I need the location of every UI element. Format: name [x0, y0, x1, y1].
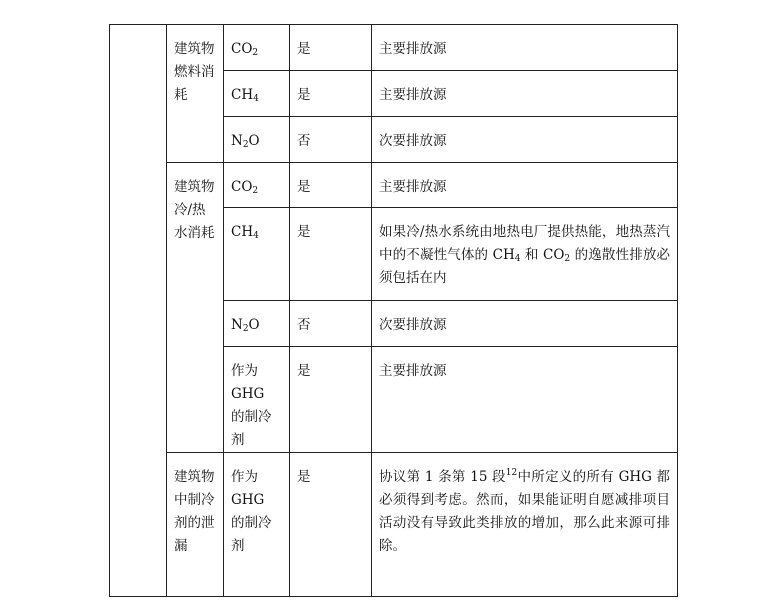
included-cell [290, 453, 372, 597]
gas-subscript: 2 [252, 186, 259, 196]
note-subscript: 2 [564, 254, 571, 264]
gas-cell [224, 208, 290, 301]
note-text: 主要排放源 [379, 179, 447, 195]
note-text: 次要排放源 [379, 133, 447, 149]
table-row [110, 163, 678, 208]
note-cell [372, 163, 678, 208]
included-label: 否 [297, 133, 311, 149]
note-cell [372, 25, 678, 71]
included-label: 是 [297, 41, 311, 57]
included-label: 是 [297, 469, 311, 485]
included-cell [290, 71, 372, 117]
note-text: 协议第 1 条第 15 段 [379, 469, 506, 485]
gas-label: CO [231, 41, 253, 57]
included-cell [290, 117, 372, 163]
gas-label: CH [231, 87, 254, 103]
gas-label: CO [231, 179, 253, 195]
included-label: 是 [297, 363, 311, 379]
note-cell [372, 301, 678, 347]
gas-subscript: 4 [253, 94, 259, 104]
gas-cell [224, 347, 290, 453]
gas-label: N [231, 317, 243, 333]
emission-sources-table [109, 24, 678, 597]
included-cell [290, 347, 372, 453]
gas-subscript: 2 [242, 324, 249, 334]
gas-cell [224, 453, 290, 597]
note-subscript: 4 [514, 254, 521, 264]
included-cell [290, 25, 372, 71]
gas-cell [224, 71, 290, 117]
gas-label: 作为 GHG 的制冷剂 [231, 469, 272, 554]
note-text: 次要排放源 [379, 317, 447, 333]
table-row [110, 453, 678, 597]
gas-cell [224, 163, 290, 208]
table-row [110, 25, 678, 71]
source-cell [167, 163, 224, 453]
note-text: 中所定义的所有 GHG 都必须得到考虑。然而，如果能证明自愿减排项目活动没有导致此类排放的增加，那么此来源可排除。 [379, 469, 670, 554]
gas-label: CH [231, 224, 254, 240]
source-label: 建筑物燃料消耗 [174, 41, 215, 103]
included-cell [290, 208, 372, 301]
note-text: 的逸散性排放必须包括在内 [379, 247, 670, 286]
note-cell [372, 208, 678, 301]
source-cell [167, 25, 224, 163]
note-text: 主要排放源 [379, 87, 447, 103]
gas-cell [224, 301, 290, 347]
gas-subscript: 2 [242, 140, 249, 150]
included-label: 否 [297, 317, 311, 333]
included-label: 是 [297, 224, 311, 240]
source-cell [167, 453, 224, 597]
source-label: 建筑物冷/热 水消耗 [174, 179, 215, 241]
gas-cell [224, 117, 290, 163]
gas-label: 作为 GHG 的制冷剂 [231, 363, 272, 448]
gas-subscript: 4 [253, 231, 259, 241]
gas-label: N [231, 133, 243, 149]
source-label: 建筑物中制冷剂的泄漏 [174, 469, 215, 554]
note-cell [372, 453, 678, 597]
note-cell [372, 347, 678, 453]
gas-subscript: 2 [252, 48, 259, 58]
note-text: 主要排放源 [379, 363, 447, 379]
included-cell [290, 163, 372, 208]
note-text: 如果冷/热水系统由地热电厂提供热能，地热蒸汽中的不凝性气体的 CH [379, 224, 670, 263]
gas-cell [224, 25, 290, 71]
gas-label-tail: O [248, 133, 260, 149]
included-label: 是 [297, 87, 311, 103]
gas-label-tail: O [248, 317, 260, 333]
note-cell [372, 117, 678, 163]
note-cell [372, 71, 678, 117]
note-text: 主要排放源 [379, 41, 447, 57]
included-cell [290, 301, 372, 347]
footnote-superscript: 12 [505, 468, 518, 478]
blank-left-column [110, 25, 167, 597]
included-label: 是 [297, 179, 311, 195]
note-text: 和 CO [520, 247, 565, 263]
